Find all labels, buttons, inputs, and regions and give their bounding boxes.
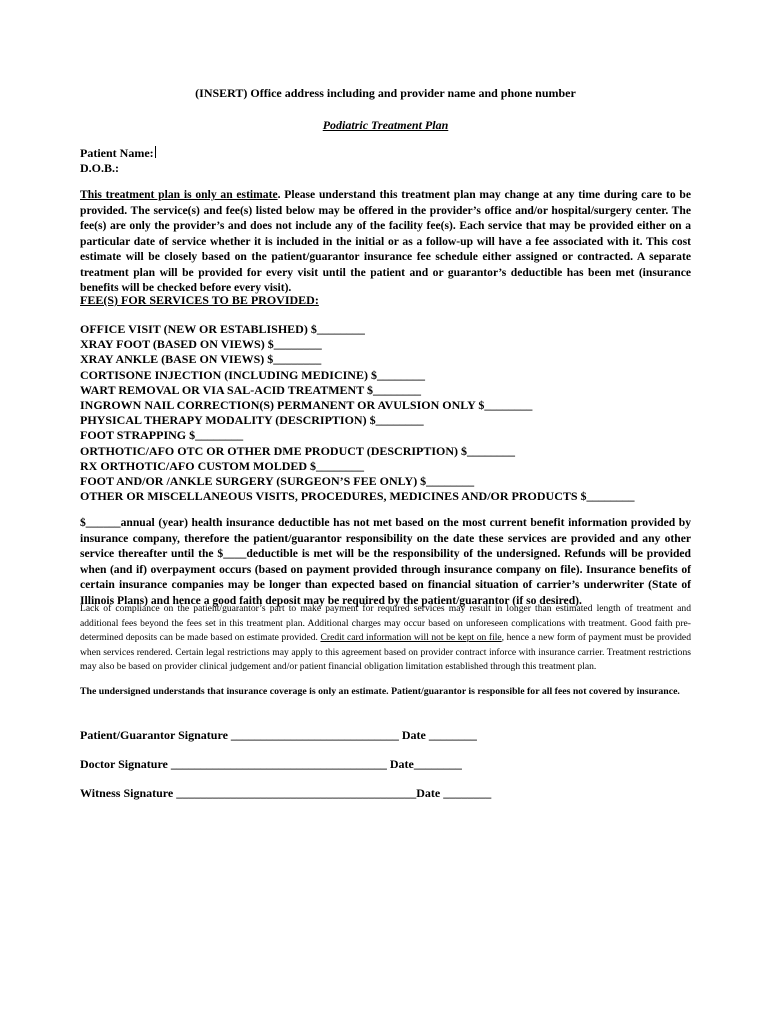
patient-name-label: Patient Name: — [80, 146, 154, 160]
deductible-paragraph: $______annual (year) health insurance deductible has not met based on the most current benefit information provided by insurance company, therefore the patient/guarantor responsibility on the date these services are provided and any other service thereafter until the $____deductible is met will be the responsibility of the undersigned. Refunds will be provided when (and if) overpayment occurs (based on payment provided through insurance company on file). Insurance benefits of certain insurance companies may be longer than expected based on financial situation of carrier’s underwriter (State of Illinois Plans) and hence a good faith deposit may be required by the patient/guarantor (if so desired). — [80, 516, 691, 607]
patient-signature-line: Patient/Guarantor Signature ____________________________ Date ________ — [80, 728, 477, 742]
fee-line: RX ORTHOTIC/AFO CUSTOM MOLDED $________ — [80, 458, 365, 473]
witness-signature-line: Witness Signature ________________________________________Date ________ — [80, 786, 492, 800]
estimate-disclaimer-body: . Please understand this treatment plan may change at any time during care to be provided. The service(s) and fee(s) listed below may be offered in the provider’s office and/or hospital/surgery center. The fee(s) are only the provider’s and does not include any of the facility fee(s). Each service that may be provided either on a particular date of service whether it is included in the initial or as a follow-up will have a fee associated with it. This cost estimate will be closely based on the patient/guarantor insurance fee schedule either assigned or contracted. A separate treatment plan will be provided for every visit until the patient and or guarantor’s deductible has been met (insurance benefits will be checked before every visit). — [80, 188, 692, 294]
fee-line: PHYSICAL THERAPY MODALITY (DESCRIPTION) $________ — [80, 413, 424, 428]
fee-line: INGROWN NAIL CORRECTION(S) PERMANENT OR AVULSION ONLY $________ — [80, 398, 533, 413]
estimate-disclaimer — [80, 187, 691, 296]
fee-line: OFFICE VISIT (NEW OR ESTABLISHED) $________ — [80, 322, 365, 336]
fee-list — [80, 322, 635, 504]
fee-line: XRAY FOOT (BASED ON VIEWS) $________ — [80, 337, 322, 352]
fee-line: WART REMOVAL OR VIA SAL-ACID TREATMENT $________ — [80, 382, 421, 397]
fee-line: XRAY ANKLE (BASE ON VIEWS) $________ — [80, 352, 322, 367]
acknowledgement-statement: The undersigned understands that insurance coverage is only an estimate. Patient/guarantor is responsible for all fees not covered by insurance. — [80, 686, 680, 697]
fee-line: FOOT STRAPPING $________ — [80, 428, 244, 443]
text-cursor — [155, 146, 156, 158]
document-title: Podiatric Treatment Plan — [322, 118, 449, 132]
office-header: (INSERT) Office address including and provider name and phone number — [195, 86, 576, 100]
compliance-paragraph — [80, 602, 691, 675]
compliance-text-2: , hence a new form of payment must be provided when services rendered. Certain legal restrictions may apply to this agreement based on provider contract inforce with insurance carrier. Treatment restrictions may also be based on provider clinical judgement and/or patient financial obligation limitation established through this treatment plan. — [80, 632, 691, 673]
dob-label: D.O.B.: — [80, 161, 119, 175]
estimate-disclaimer-lead: This treatment plan is only an estimate — [80, 188, 278, 201]
doctor-signature-line: Doctor Signature ____________________________________ Date________ — [80, 757, 462, 771]
fee-line: ORTHOTIC/AFO OTC OR OTHER DME PRODUCT (DESCRIPTION) $________ — [80, 443, 516, 458]
fees-heading: FEE(S) FOR SERVICES TO BE PROVIDED: — [80, 293, 319, 307]
compliance-text-1: Lack of compliance on the patient/guarantor’s part to make payment for required services may result in longer than estimated length of treatment and additional fees beyond the fees set in this treatment plan. Additional charges may occur based on unforeseen complications with treatment. Good faith pre-determined deposits can be made based on estimate provided. — [80, 603, 691, 644]
fee-line: OTHER OR MISCELLANEOUS VISITS, PROCEDURES, MEDICINES AND/OR PRODUCTS $________ — [80, 489, 635, 504]
fee-line: FOOT AND/OR /ANKLE SURGERY (SURGEON’S FEE ONLY) $________ — [80, 474, 475, 489]
patient-info — [80, 146, 156, 176]
fee-line: CORTISONE INJECTION (INCLUDING MEDICINE) $________ — [80, 367, 425, 382]
credit-card-notice: Credit card information will not be kept on file — [320, 632, 502, 644]
